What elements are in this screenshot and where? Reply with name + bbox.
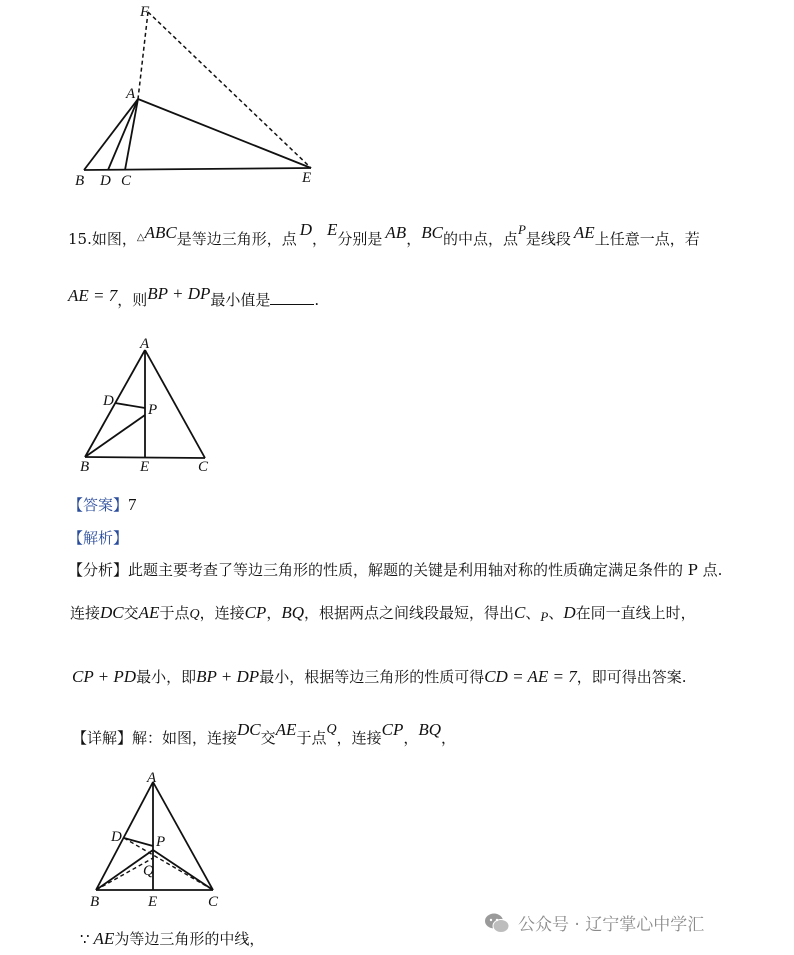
text: ，连接	[199, 604, 245, 622]
segment-DC-dashed	[124, 838, 213, 890]
math-bpdp: BP + DP	[196, 667, 260, 686]
problem-text: 如图，	[91, 230, 137, 248]
math-e: E	[327, 220, 338, 239]
problem-text: 是等边三角形，点	[176, 230, 297, 248]
math-q: Q	[326, 722, 337, 737]
problem-text: 分别是	[337, 230, 383, 248]
math-dc: DC	[237, 720, 261, 739]
math-bc: BC	[421, 223, 443, 242]
math-ab: AB	[385, 223, 407, 242]
text: 最小，即	[136, 668, 197, 686]
fenxi-tag: 【分析】	[68, 561, 129, 579]
label-P: P	[148, 402, 158, 418]
math-p: P	[517, 222, 526, 237]
text: 、	[525, 604, 541, 622]
label-B: B	[80, 459, 90, 475]
math-bq: BQ	[281, 603, 305, 622]
math-abc: ABC	[144, 223, 177, 242]
text: ，	[266, 604, 282, 622]
answer-value: 7	[128, 495, 137, 514]
text: 在同一直线上时，	[575, 604, 696, 622]
math-ae: AE	[138, 603, 160, 622]
math-cp: CP	[244, 603, 267, 622]
label-B: B	[90, 894, 100, 910]
label-C: C	[121, 173, 132, 189]
label-A: A	[140, 336, 150, 352]
label-A: A	[147, 770, 157, 786]
segment-DP	[124, 838, 153, 846]
text: 于点	[159, 604, 190, 622]
label-D: D	[111, 829, 122, 845]
punct: .	[314, 291, 320, 309]
text: 交	[123, 604, 139, 622]
xiangjie-tag: 【详解】	[72, 729, 133, 747]
watermark-text: 公众号 · 辽宁掌心中学汇	[518, 915, 705, 935]
problem-text: ，则	[117, 291, 148, 309]
math-cp: CP	[381, 720, 404, 739]
label-P: P	[156, 834, 166, 850]
label-C: C	[198, 459, 209, 475]
math-given: AE = 7	[68, 286, 118, 305]
label-E: E	[302, 170, 312, 186]
text: 交	[260, 729, 276, 747]
problem-text: 是线段	[525, 230, 571, 248]
problem-text: 的中点，点	[442, 230, 518, 248]
punct: ，	[311, 230, 327, 248]
answer-tag: 【答案】	[68, 496, 129, 514]
math-eq: CD = AE = 7	[484, 667, 577, 686]
fenxi-text: 此题主要考查了等边三角形的性质，解题的关键是利用轴对称的性质确定满足条件的 P 点.	[128, 561, 723, 579]
analysis-tag: 【解析】	[68, 529, 129, 547]
math-dc: DC	[100, 603, 124, 622]
math-d: D	[563, 603, 576, 622]
label-F: F	[140, 4, 150, 20]
problem-text: 最小值是	[210, 291, 271, 309]
text: 、	[548, 604, 564, 622]
math-ae: AE	[573, 223, 595, 242]
label-D: D	[103, 393, 114, 409]
text: ，根据两点之间线段最短，得出	[304, 604, 515, 622]
label-B: B	[75, 173, 85, 189]
math-ae: AE	[93, 929, 115, 948]
math-p: P	[540, 609, 549, 624]
text: 连接	[70, 604, 101, 622]
label-E: E	[140, 459, 150, 475]
math-q: Q	[189, 607, 200, 622]
last-line	[80, 929, 264, 949]
problem-text: 上任意一点，若	[594, 230, 700, 248]
text: ，	[441, 729, 457, 747]
label-C: C	[208, 894, 219, 910]
label-D: D	[100, 173, 111, 189]
text: ，连接	[336, 729, 382, 747]
math-expr: BP + DP	[147, 284, 211, 303]
math-d: D	[299, 220, 312, 239]
label-A: A	[126, 86, 136, 102]
problem-number: 15.	[68, 230, 92, 248]
math-bq: BQ	[418, 720, 442, 739]
text: 解：如图，连接	[132, 729, 238, 747]
label-Q: Q	[143, 863, 154, 879]
watermark	[484, 910, 704, 935]
label-E: E	[148, 894, 158, 910]
text: 为等边三角形的中线，	[114, 930, 265, 948]
text: 于点	[296, 729, 327, 747]
math-ae: AE	[275, 720, 297, 739]
text: ，	[403, 729, 419, 747]
math-c: C	[514, 603, 526, 622]
triangle-symbol: △	[136, 232, 145, 243]
because-symbol: ∵	[80, 930, 90, 948]
text: 最小，根据等边三角形的性质可得	[259, 668, 485, 686]
math-cppd: CP + PD	[72, 667, 137, 686]
wechat-icon	[484, 912, 510, 934]
punct: ，	[406, 230, 422, 248]
text: ，即可得出答案.	[576, 668, 687, 686]
